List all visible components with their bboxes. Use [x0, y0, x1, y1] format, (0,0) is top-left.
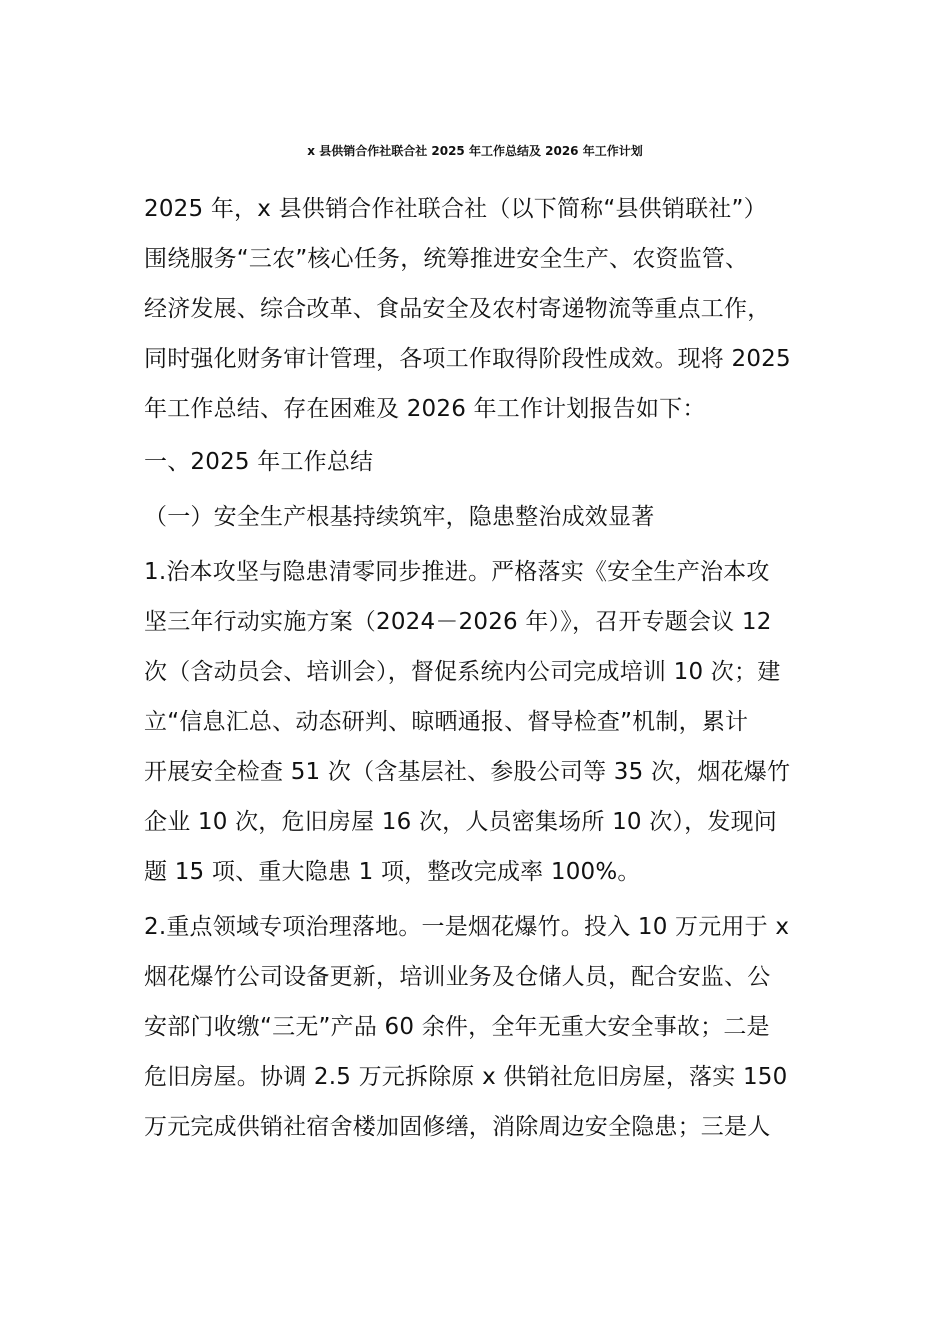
intro-line: 2025 年，x 县供销合作社联合社（以下简称“县供销联社”）	[144, 196, 767, 222]
item1-line: 题 15 项、重大隐患 1 项，整改完成率 100%。	[144, 859, 641, 885]
intro-line: 年工作总结、存在困难及 2026 年工作计划报告如下：	[144, 396, 706, 422]
item2-line: 烟花爆竹公司设备更新，培训业务及仓储人员，配合安监、公	[144, 964, 771, 990]
item2-line: 万元完成供销社宿舍楼加固修缮，消除周边安全隐患；三是人	[144, 1114, 771, 1140]
section-heading: 一、2025 年工作总结	[144, 449, 374, 475]
intro-line: 同时强化财务审计管理，各项工作取得阶段性成效。现将 2025	[144, 346, 791, 372]
item1-line: 坚三年行动实施方案（2024－2026 年）》，召开专题会议 12	[144, 609, 772, 635]
document-title: x 县供销合作社联合社 2025 年工作总结及 2026 年工作计划	[307, 144, 643, 158]
intro-line: 经济发展、综合改革、食品安全及农村寄递物流等重点工作，	[144, 296, 771, 322]
subsection-heading: （一）安全生产根基持续筑牢，隐患整治成效显著	[144, 504, 655, 530]
item1-line: 立“信息汇总、动态研判、晾晒通报、督导检查”机制，累计	[144, 709, 749, 735]
item1-line: 次（含动员会、培训会），督促系统内公司完成培训 10 次；建	[144, 659, 781, 685]
item1-line: 开展安全检查 51 次（含基层社、参股公司等 35 次，烟花爆竹	[144, 759, 791, 785]
item2-line: 安部门收缴“三无”产品 60 余件，全年无重大安全事故；二是	[144, 1014, 770, 1040]
item2-line: 2.重点领域专项治理落地。一是烟花爆竹。投入 10 万元用于 x	[144, 914, 790, 940]
item1-line: 企业 10 次，危旧房屋 16 次，人员密集场所 10 次），发现问	[144, 809, 777, 835]
item1-line: 1.治本攻坚与隐患清零同步推进。严格落实《安全生产治本攻	[144, 559, 770, 585]
item2-line: 危旧房屋。协调 2.5 万元拆除原 x 供销社危旧房屋，落实 150	[144, 1064, 788, 1090]
intro-line: 围绕服务“三农”核心任务，统筹推进安全生产、农资监管、	[144, 246, 749, 272]
